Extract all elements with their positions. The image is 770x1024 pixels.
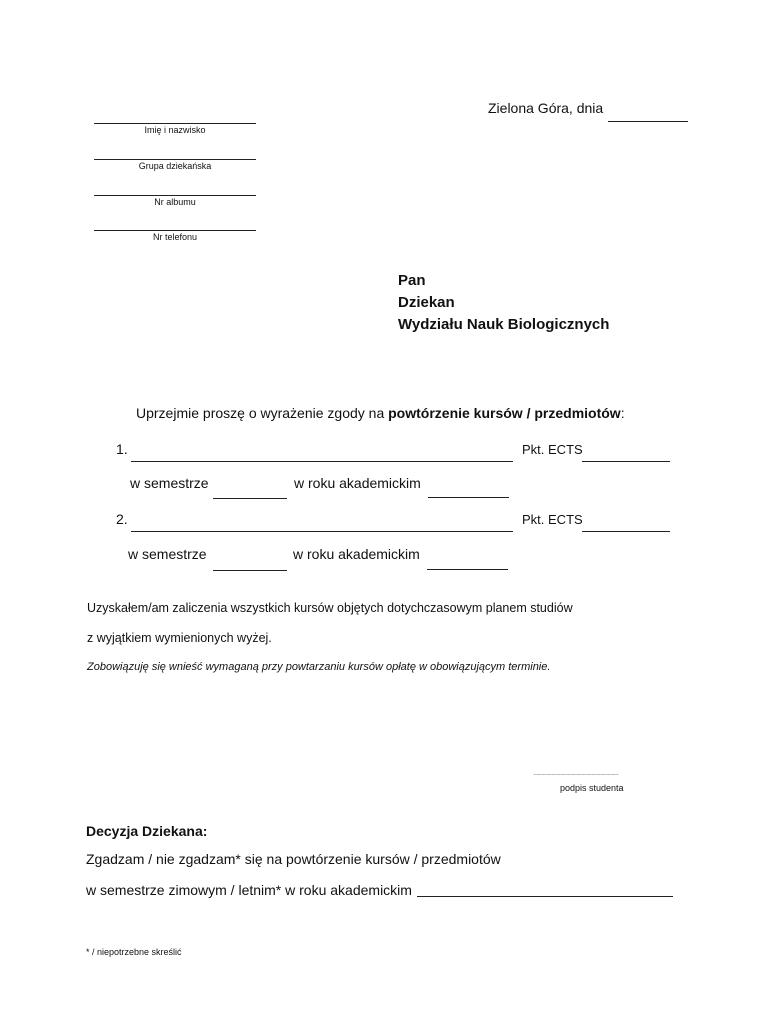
course-1-semester-label: w semestrze [130,475,209,491]
declaration-line1: Uzyskałem/am zaliczenia wszystkich kursów objętych dotychczasowym planem studiów [87,601,573,615]
phone-label: Nr telefonu [152,232,198,242]
addressee-line2: Dziekan [398,294,455,311]
course-2-year-field[interactable] [427,569,508,570]
phone-field[interactable] [94,230,256,231]
course-1-ects-label: Pkt. ECTS [522,442,583,457]
course-2-ects-field[interactable] [582,531,670,532]
decision-line2: w semestrze zimowym / letnim* w roku akademickim [86,882,412,898]
group-label: Grupa dziekańska [138,161,212,171]
course-2-semester-field[interactable] [213,570,287,571]
request-intro-text: Uprzejmie proszę o wyrażenie zgody na [136,405,389,421]
request-intro [136,405,625,421]
course-2-name-field[interactable] [131,531,513,532]
decision-year-field[interactable] [417,896,673,897]
course-1-ects-field[interactable] [582,461,670,462]
group-field[interactable] [94,159,256,160]
course-1-year-field[interactable] [428,497,509,498]
place-date-label: Zielona Góra, dnia [488,100,604,116]
request-intro-bold: powtórzenie kursów / przedmiotów [388,405,621,421]
date-field[interactable] [608,121,688,122]
course-2-number: 2. [116,511,128,527]
request-intro-end: : [620,405,625,421]
declaration-line2: z wyjątkiem wymienionych wyżej. [87,631,272,645]
signature-label: podpis studenta [560,783,624,793]
course-1-semester-field[interactable] [213,498,287,499]
name-label: Imię i nazwisko [144,125,206,135]
album-field[interactable] [94,195,256,196]
course-2-ects-label: Pkt. ECTS [522,512,583,527]
decision-heading: Decyzja Dziekana: [86,823,208,839]
album-label: Nr albumu [154,197,196,207]
course-2-semester-label: w semestrze [128,546,207,562]
course-1-number: 1. [116,441,128,457]
footnote: * / niepotrzebne skreślić [86,947,182,957]
addressee-line1: Pan [398,272,426,289]
signature-dots: …………………………………………… [533,771,618,777]
name-field[interactable] [94,123,256,124]
course-2-year-label: w roku akademickim [293,546,420,562]
decision-line1: Zgadzam / nie zgadzam* się na powtórzenie kursów / przedmiotów [86,851,501,867]
course-1-year-label: w roku akademickim [294,475,421,491]
commitment-text: Zobowiązuję się wnieść wymaganą przy powtarzaniu kursów opłatę w obowiązującym terminie. [87,661,551,673]
addressee-line3: Wydziału Nauk Biologicznych [398,316,610,333]
course-1-name-field[interactable] [131,461,513,462]
